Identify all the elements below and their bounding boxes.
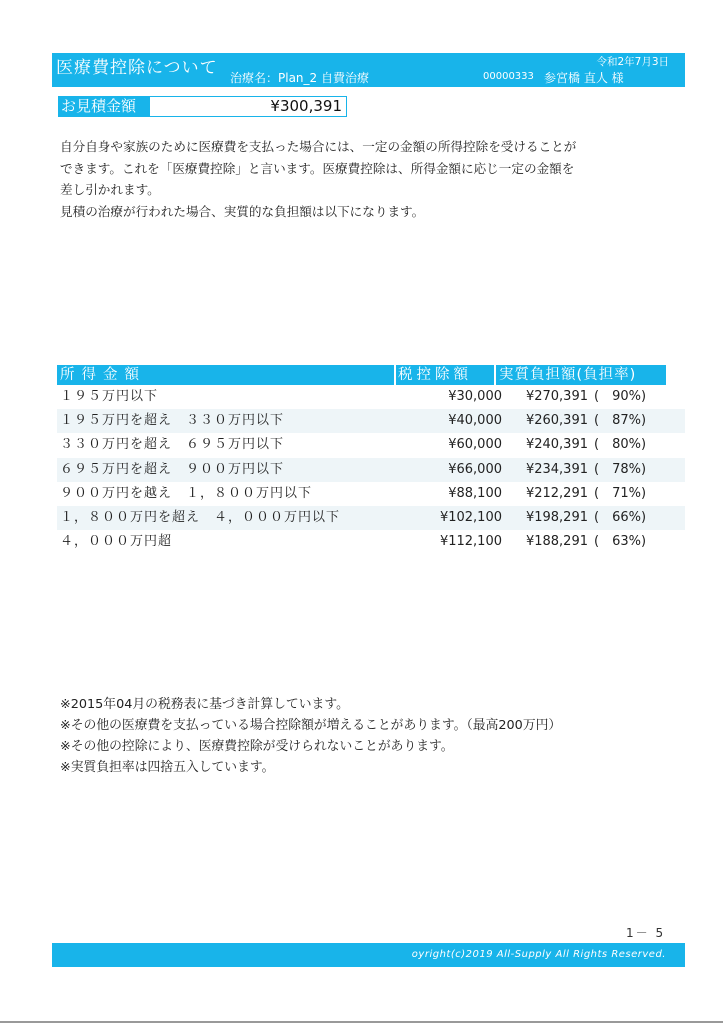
header-bar: [52, 53, 685, 87]
income-cell: ４，０００万円超: [60, 534, 173, 550]
income-cell: ３３０万円を超え ６９５万円以下: [60, 437, 285, 453]
patient-name: 参宮橋 直人 様: [544, 71, 624, 85]
footer-bar: [52, 943, 685, 967]
table-row: [57, 482, 685, 506]
header-deduction: 税控除額: [396, 365, 494, 385]
table-row: [57, 433, 685, 457]
table-row: [57, 530, 685, 554]
deduction-cell: ¥60,000: [448, 437, 502, 453]
treatment-name: 治療名：Plan_2 自費治療: [230, 71, 369, 85]
page-number: 1－ 5: [626, 926, 666, 940]
burden-cell: ¥260,391: [525, 413, 588, 429]
deduction-cell: ¥40,000: [448, 413, 502, 429]
header-income: 所得金額: [57, 365, 394, 385]
table-row: [57, 385, 685, 409]
deduction-cell: ¥30,000: [448, 389, 502, 404]
document-date: 令和2年7月3日: [596, 56, 669, 68]
burden-cell: ¥198,291: [525, 509, 588, 525]
header-burden: 実質負担額(負担率): [496, 365, 666, 385]
estimate-box: [58, 96, 347, 117]
note-line: ※実質負担率は四捨五入しています。: [60, 760, 275, 775]
deduction-cell: ¥102,100: [439, 509, 502, 525]
deduction-table: [57, 365, 685, 554]
deduction-cell: ¥66,000: [448, 461, 502, 477]
rate-cell: ( 90%): [594, 389, 647, 404]
burden-cell: ¥270,391: [525, 389, 588, 404]
income-cell: １９５万円以下: [60, 389, 159, 404]
burden-cell: ¥234,391: [525, 461, 588, 477]
table-row: [57, 506, 685, 530]
table-row: [57, 458, 685, 482]
intro-line: 見積の治療が行われた場合、実質的な負担額は以下になります。: [60, 203, 425, 219]
burden-cell: ¥212,291: [525, 485, 588, 501]
notes: [60, 694, 561, 778]
rate-cell: ( 66%): [594, 509, 647, 525]
patient-id: 00000333: [483, 71, 534, 82]
intro-text: [60, 136, 670, 222]
rate-cell: ( 63%): [594, 534, 647, 550]
intro-line: できます。これを「医療費控除」と言います。医療費控除は、所得金額に応じ一定の金額を: [60, 160, 575, 176]
income-cell: ６９５万円を超え ９００万円以下: [60, 461, 285, 477]
burden-cell: ¥188,291: [525, 534, 588, 550]
table-row: [57, 409, 685, 433]
rate-cell: ( 71%): [594, 485, 647, 501]
rate-cell: ( 87%): [594, 413, 647, 429]
burden-cell: ¥240,391: [525, 437, 588, 453]
rate-cell: ( 80%): [594, 437, 647, 453]
copyright-text: oyright(c)2019 All-Supply All Rights Reserved.: [411, 949, 666, 960]
income-cell: １，８００万円を超え ４，０００万円以下: [60, 509, 341, 525]
table-header: [57, 365, 685, 385]
intro-line: 自分自身や家族のために医療費を支払った場合には、一定の金額の所得控除を受けることが: [60, 139, 577, 154]
note-line: ※その他の控除により、医療費控除が受けられないことがあります。: [60, 739, 454, 754]
income-cell: １９５万円を超え ３３０万円以下: [60, 413, 285, 429]
deduction-cell: ¥88,100: [448, 485, 502, 501]
note-line: ※2015年04月の税務表に基づき計算しています。: [60, 697, 349, 712]
page-title: 医療費控除について: [56, 58, 218, 78]
income-cell: ９００万円を越え １，８００万円以下: [60, 485, 313, 501]
deduction-cell: ¥112,100: [439, 534, 502, 550]
intro-line: 差し引かれます。: [60, 182, 160, 197]
estimate-label: お見積金額: [58, 96, 149, 117]
rate-cell: ( 78%): [594, 461, 647, 477]
estimate-value: ¥300,391: [149, 96, 347, 117]
note-line: ※その他の医療費を支払っている場合控除額が増えることがあります。（最高200万円）: [60, 718, 562, 733]
